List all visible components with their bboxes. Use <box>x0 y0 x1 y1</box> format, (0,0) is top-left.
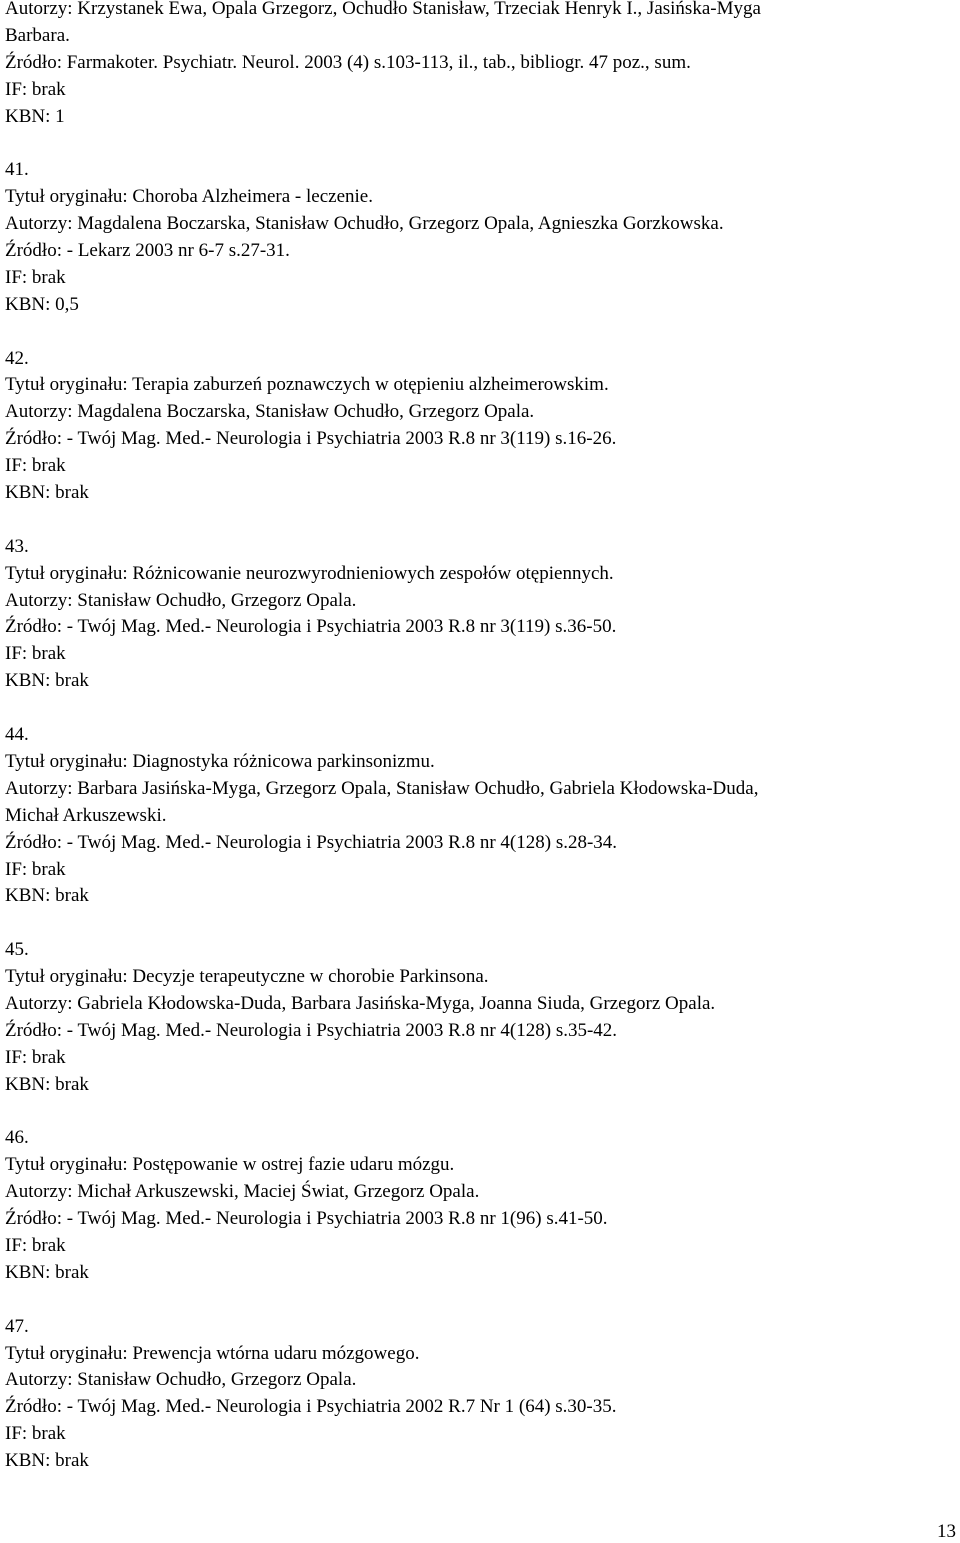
entry-number: 41. <box>5 159 29 181</box>
entry-source: Źródło: - Twój Mag. Med.- Neurologia i Psychiatria 2003 R.8 nr 4(128) s.28-34. <box>5 831 618 853</box>
bibliography-entry <box>5 346 955 507</box>
entry-title: Tytuł oryginału: Diagnostyka różnicowa parkinsonizmu. <box>5 750 435 772</box>
entry-kbn: KBN: brak <box>5 670 89 692</box>
bibliography-entry <box>5 1125 955 1286</box>
entry-if: IF: brak <box>5 455 66 477</box>
entry-kbn: KBN: brak <box>5 885 89 907</box>
entry-authors: Autorzy: Barbara Jasińska-Myga, Grzegorz Opala, Stanisław Ochudło, Gabriela Kłodowska-Duda, <box>5 777 759 799</box>
entry-authors: Autorzy: Krzystanek Ewa, Opala Grzegorz, Ochudło Stanisław, Trzeciak Henryk I., Jasińska-Myga <box>5 0 761 19</box>
entry-authors: Autorzy: Magdalena Boczarska, Stanisław Ochudło, Grzegorz Opala. <box>5 401 535 423</box>
bibliography-entry <box>5 937 955 1098</box>
entry-number: 46. <box>5 1127 29 1149</box>
entry-if: IF: brak <box>5 78 66 100</box>
entry-authors: Barbara. <box>5 24 70 46</box>
entry-spacer <box>5 1287 955 1314</box>
entry-authors: Autorzy: Stanisław Ochudło, Grzegorz Opala. <box>5 1369 357 1391</box>
entry-source: Źródło: Farmakoter. Psychiatr. Neurol. 2003 (4) s.103-113, il., tab., bibliogr. 47 poz., sum. <box>5 51 691 73</box>
entry-kbn: KBN: brak <box>5 1450 89 1472</box>
entry-if: IF: brak <box>5 1234 66 1256</box>
entry-kbn: KBN: 0,5 <box>5 293 79 315</box>
bibliography-entry <box>5 157 955 318</box>
entry-number: 42. <box>5 347 29 369</box>
document-page <box>5 0 955 1475</box>
entry-title: Tytuł oryginału: Terapia zaburzeń poznawczych w otępieniu alzheimerowskim. <box>5 374 609 396</box>
entry-spacer <box>5 695 955 722</box>
entry-number: 44. <box>5 724 29 746</box>
entry-spacer <box>5 130 955 157</box>
entry-title: Tytuł oryginału: Decyzje terapeutyczne w chorobie Parkinsona. <box>5 966 489 988</box>
entry-if: IF: brak <box>5 266 66 288</box>
entry-source: Źródło: - Twój Mag. Med.- Neurologia i Psychiatria 2003 R.8 nr 3(119) s.16-26. <box>5 428 617 450</box>
bibliography-entry <box>5 534 955 695</box>
entry-kbn: KBN: 1 <box>5 105 65 127</box>
entry-number: 47. <box>5 1315 29 1337</box>
bibliography-entry <box>5 1314 955 1475</box>
entry-spacer <box>5 910 955 937</box>
page-number: 13 <box>937 1521 956 1542</box>
entry-source: Źródło: - Twój Mag. Med.- Neurologia i Psychiatria 2002 R.7 Nr 1 (64) s.30-35. <box>5 1396 617 1418</box>
entry-authors: Autorzy: Stanisław Ochudło, Grzegorz Opala. <box>5 589 357 611</box>
entry-spacer <box>5 1099 955 1126</box>
entry-number: 43. <box>5 535 29 557</box>
bibliography-entry <box>5 722 955 910</box>
entry-fragment <box>5 0 955 130</box>
entry-authors: Autorzy: Magdalena Boczarska, Stanisław Ochudło, Grzegorz Opala, Agnieszka Gorzkowska. <box>5 213 724 235</box>
entry-kbn: KBN: brak <box>5 482 89 504</box>
entry-source: Źródło: - Lekarz 2003 nr 6-7 s.27-31. <box>5 240 290 262</box>
entry-source: Źródło: - Twój Mag. Med.- Neurologia i Psychiatria 2003 R.8 nr 4(128) s.35-42. <box>5 1019 618 1041</box>
entry-authors: Autorzy: Gabriela Kłodowska-Duda, Barbara Jasińska-Myga, Joanna Siuda, Grzegorz Opala. <box>5 992 716 1014</box>
entry-kbn: KBN: brak <box>5 1261 89 1283</box>
entry-source: Źródło: - Twój Mag. Med.- Neurologia i Psychiatria 2003 R.8 nr 1(96) s.41-50. <box>5 1208 608 1230</box>
entry-number: 45. <box>5 939 29 961</box>
entry-title: Tytuł oryginału: Postępowanie w ostrej fazie udaru mózgu. <box>5 1154 455 1176</box>
entry-if: IF: brak <box>5 1046 66 1068</box>
entry-list <box>5 130 955 1475</box>
entry-spacer <box>5 507 955 534</box>
entry-if: IF: brak <box>5 858 66 880</box>
entry-title: Tytuł oryginału: Prewencja wtórna udaru mózgowego. <box>5 1342 420 1364</box>
entry-authors: Autorzy: Michał Arkuszewski, Maciej Świat, Grzegorz Opala. <box>5 1181 480 1203</box>
entry-spacer <box>5 319 955 346</box>
entry-authors: Michał Arkuszewski. <box>5 804 167 826</box>
entry-source: Źródło: - Twój Mag. Med.- Neurologia i Psychiatria 2003 R.8 nr 3(119) s.36-50. <box>5 616 617 638</box>
entry-if: IF: brak <box>5 643 66 665</box>
entry-kbn: KBN: brak <box>5 1073 89 1095</box>
entry-title: Tytuł oryginału: Choroba Alzheimera - leczenie. <box>5 186 373 208</box>
entry-if: IF: brak <box>5 1423 66 1445</box>
entry-title: Tytuł oryginału: Różnicowanie neurozwyrodnieniowych zespołów otępiennych. <box>5 562 614 584</box>
